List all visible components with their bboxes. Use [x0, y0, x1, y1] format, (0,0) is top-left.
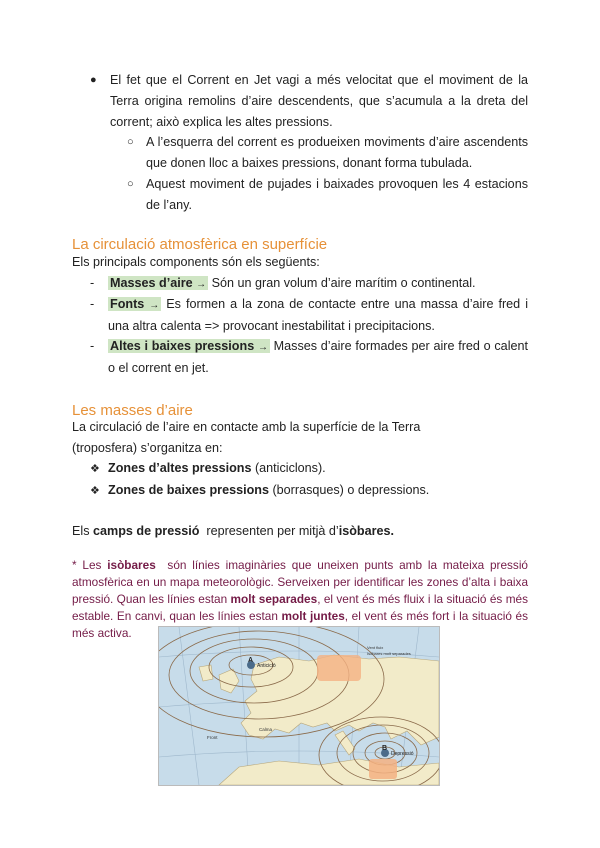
section-title-air-masses: Les masses d’aire	[72, 402, 193, 419]
diamond-bullet-icon: ❖	[90, 463, 100, 475]
high-label: Anticicló	[257, 663, 276, 669]
wide-isobars-highlight	[317, 655, 361, 681]
jet-sub-bullet-2: Aquest moviment de pujades i baixades provoquen les 4 estacions de l’any.	[146, 177, 528, 212]
jet-sub-bullet-1: A l’esquerra del corrent es produeixen moviments d’aire ascendents que donen lloc a baixes pressions, donant forma tubulada.	[146, 135, 528, 170]
bullet-dot-icon: ●	[90, 74, 97, 86]
component-label: Masses d’aire →	[110, 276, 207, 290]
tight-isobars-highlight	[369, 759, 397, 779]
arrow-right-icon: →	[196, 279, 207, 290]
low-letter: B	[382, 745, 388, 752]
dash-marker: -	[90, 339, 95, 353]
zone-high-pressure: Zones d’altes pressions (anticiclons).	[108, 461, 326, 475]
map-label-front: Front	[207, 735, 218, 740]
map-label-north: Vent fluix	[367, 645, 384, 650]
sub-bullet-circle-icon: ○	[127, 178, 134, 190]
low-label: Depressió	[391, 751, 414, 757]
isobar-map-svg	[159, 627, 439, 785]
component-masses: Masses d’aire → Són un gran volum d’aire marítim o continental.	[110, 276, 476, 290]
component-fronts: Fonts → Es formen a la zona de contacte entre una massa d’aire fred i una altra calenta => provocant inestabilitat i precipitacions.	[108, 297, 528, 333]
arrow-right-icon: →	[257, 342, 268, 353]
dash-marker: -	[90, 276, 95, 290]
arrow-right-icon: →	[149, 300, 160, 311]
zone-low-pressure: Zones de baixes pressions (borrasques) o depressions.	[108, 483, 430, 497]
sub-bullet-circle-icon: ○	[127, 136, 134, 148]
map-label-calm: Calma	[259, 727, 273, 732]
component-label: Altes i baixes pressions →	[110, 339, 268, 353]
jet-bullet-text: El fet que el Corrent en Jet vagi a més velocitat que el moviment de la Terra origina remolins d’aire descendents, que s’acumula a la dreta del corrent; això explica les altes pressions.	[110, 73, 528, 129]
dash-marker: -	[90, 297, 95, 311]
component-pressures: Altes i baixes pressions → Masses d’aire formades per aire fred o calent o el corrent en jet.	[108, 339, 528, 375]
pressure-fields-sentence: Els camps de pressió representen per mitjà d’isòbares.	[72, 524, 395, 538]
air-masses-intro: La circulació de l’aire en contacte amb la superfície de la Terra (troposfera) s’organitza en:	[72, 420, 421, 455]
component-label: Fonts →	[110, 297, 160, 311]
section-title-surface: La circulació atmosfèrica en superfície	[72, 236, 328, 253]
diamond-bullet-icon: ❖	[90, 485, 100, 497]
surface-intro: Els principals components són els següents:	[72, 255, 320, 269]
map-label-east: Isòbares molt separades	[367, 651, 411, 656]
weather-map-image	[158, 626, 440, 786]
isobar-definition-note: * Les isòbares són línies imaginàries que uneixen punts amb la mateixa pressió atmosfèrica en un mapa meteorològic. Serveixen per identificar les zones d’alta i baixa pressió. Quan les línies estan molt separades, el vent és més fluix i la situació és més estable. En canvi, quan les línies estan molt juntes, el vent és més fort i la situació és més activa.	[72, 557, 532, 640]
high-letter: A	[248, 657, 254, 664]
